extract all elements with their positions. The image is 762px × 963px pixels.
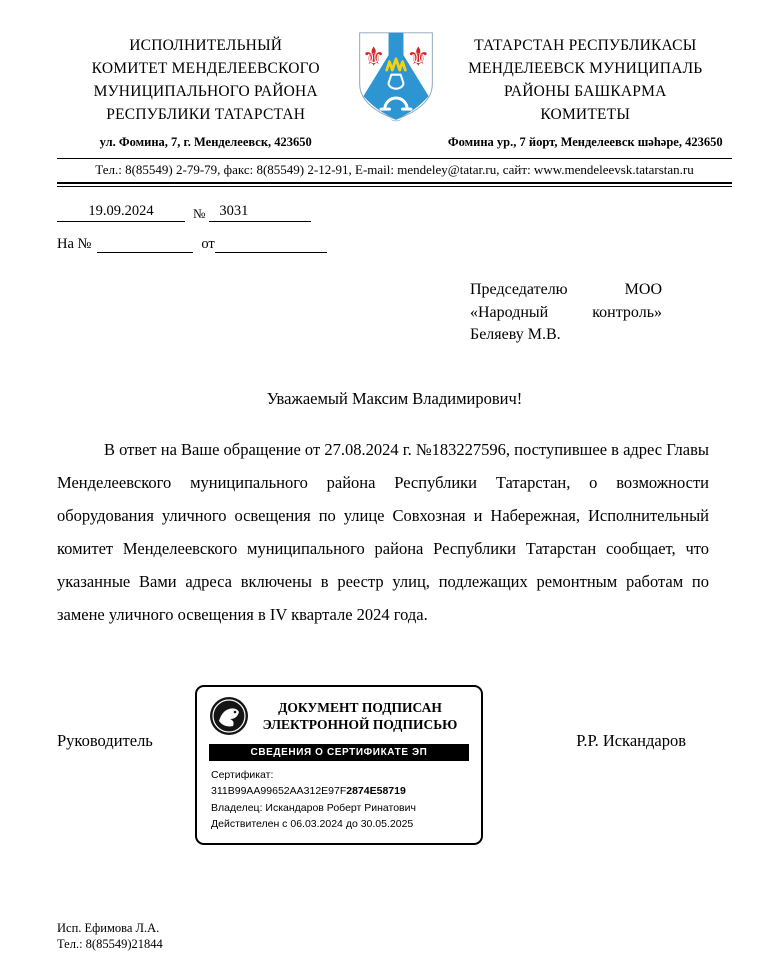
reference-block [57, 203, 387, 253]
org-name-line: МЕНДЕЛЕЕВСК МУНИЦИПАЛЬ [468, 60, 703, 77]
letter-date: 19.09.2024 [57, 203, 185, 222]
reply-number-blank [97, 236, 193, 253]
addressee-block: Председателю МОО «Народный контроль» Беляеву М.В. [470, 281, 662, 343]
certificate-details [207, 767, 471, 833]
letterhead-left [57, 28, 354, 150]
org-name-tatar [438, 34, 732, 126]
reference-row-incoming [57, 236, 387, 253]
org-address-russian: ул. Фомина, 7, г. Менделеевск, 423650 [99, 135, 312, 149]
stamp-title-line: ЭЛЕКТРОННОЙ ПОДПИСЬЮ [262, 716, 458, 732]
reply-date-blank [215, 236, 327, 253]
letter-number: 3031 [209, 203, 311, 222]
signer-position: Руководитель [57, 730, 153, 750]
coat-of-arms-icon [354, 30, 438, 130]
from-label: от [201, 236, 215, 252]
letterhead-right [438, 28, 732, 150]
certificate-label: Сертификат: [211, 768, 274, 781]
signature-row [57, 685, 732, 845]
certificate-info-bar: СВЕДЕНИЯ О СЕРТИФИКАТЕ ЭП [209, 744, 469, 761]
stamp-header [207, 696, 471, 736]
number-sign-label: № [193, 206, 206, 221]
stamp-title [249, 699, 471, 733]
org-name-line: КОМИТЕТ МЕНДЕЛЕЕВСКОГО [91, 60, 320, 77]
salutation: Уважаемый Максим Владимирович! [266, 388, 523, 408]
electronic-signature-stamp [195, 685, 483, 845]
executor-block [57, 920, 163, 952]
svg-text:⚜: ⚜ [407, 42, 431, 72]
svg-text:⚜: ⚜ [362, 42, 386, 72]
org-name-line: РЕСПУБЛИКИ ТАТАРСТАН [106, 106, 306, 123]
contact-line: Тел.: 8(85549) 2-79-79, факс: 8(85549) 2-12-91, E-mail: mendeley@tatar.ru, сайт: www.mendeleevsk.tatarstan.ru [95, 162, 694, 177]
executor-name: Исп. Ефимова Л.А. [57, 921, 160, 935]
org-name-line: ТАТАРСТАН РЕСПУБЛИКАСЫ [474, 37, 697, 54]
executor-phone: Тел.: 8(85549)21844 [57, 937, 163, 951]
org-name-line: МУНИЦИПАЛЬНОГО РАЙОНА [93, 83, 318, 100]
letter-body: В ответ на Ваше обращение от 27.08.2024 г. №183227596, поступившее в адрес Главы Менделеевского муниципального района Республики Татарстан, о возможности оборудования уличного освещения по улице Совхозная и Набережная, Исполнительный комитет Менделеевского муниципального района Республики Татарстан сообщает, что указанные Вами адреса включены в реестр улиц, подлежащих ремонтным работам по замене уличного освещения в IV квартале 2024 года. [57, 439, 709, 624]
certificate-value: 311B99AA99652AA312E97F [211, 785, 347, 797]
certificate-validity-line: Действителен с 06.03.2024 до 30.05.2025 [211, 818, 414, 830]
tatarstan-emblem-icon [209, 696, 249, 736]
certificate-value-bold: 2874E58719 [346, 785, 406, 797]
reference-row-outgoing [57, 203, 387, 222]
org-name-line: ИСПОЛНИТЕЛЬНЫЙ [129, 37, 283, 54]
certificate-number-line [211, 767, 471, 800]
certificate-owner-line: Владелец: Искандаров Роберт Ринатович [211, 801, 416, 814]
org-name-line: РАЙОНЫ БАШКАРМА [504, 83, 667, 100]
signer-name: Р.Р. Искандаров [576, 730, 686, 750]
reply-to-label: На № [57, 236, 92, 252]
stamp-title-line: ДОКУМЕНТ ПОДПИСАН [278, 699, 442, 715]
org-address-tatar: Фомина ур., 7 йорт, Менделеевск шәһәре, 423650 [447, 135, 723, 149]
letterhead [57, 28, 732, 150]
org-name-russian [57, 34, 354, 126]
divider-double [57, 182, 732, 187]
org-name-line: КОМИТЕТЫ [540, 106, 631, 123]
